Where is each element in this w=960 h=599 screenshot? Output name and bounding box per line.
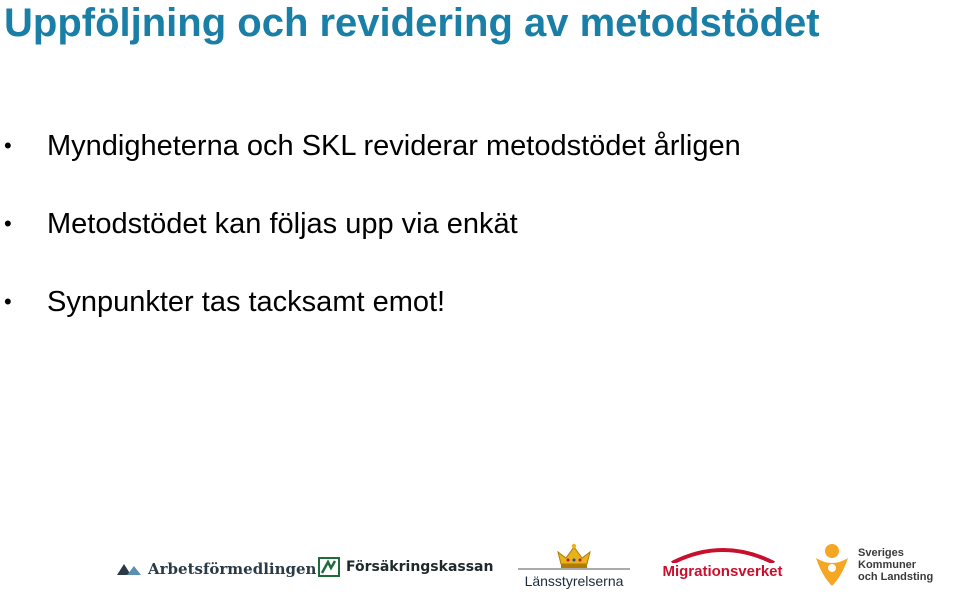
bullet-text: Metodstödet kan följas upp via enkät (47, 208, 518, 240)
forsakringskassan-icon (318, 557, 340, 577)
forsakringskassan-logo (318, 557, 493, 577)
crown-icon (514, 542, 634, 572)
arbetsformedlingen-logo (115, 560, 316, 578)
slide-title: Uppföljning och revidering av metodstödet (4, 1, 820, 45)
lansstyrelserna-name: Länsstyrelserna (524, 573, 624, 589)
skl-name-line: Kommuner (858, 559, 917, 571)
skl-name (858, 547, 933, 583)
migrationsverket-name: Migrationsverket (662, 563, 783, 580)
bullet-dot: • (4, 211, 12, 236)
lansstyrelserna-logo (514, 542, 634, 589)
arbetsformedlingen-name: Arbetsförmedlingen (148, 560, 317, 578)
forsakringskassan-name: Försäkringskassan (346, 559, 494, 575)
skl-logo (812, 542, 933, 588)
migrationsverket-logo (655, 545, 790, 580)
skl-name-line: och Landsting (858, 571, 934, 583)
skl-figure-icon (812, 542, 852, 588)
arc-icon (658, 545, 788, 563)
bullet-text: Myndigheterna och SKL reviderar metodstödet årligen (47, 130, 741, 162)
bullet-dot: • (4, 289, 12, 314)
logo-strip (0, 540, 960, 599)
arbetsformedlingen-icon (115, 561, 143, 577)
bullet-dot: • (4, 133, 12, 158)
skl-name-line: Sveriges (858, 547, 904, 559)
bullet-text: Synpunkter tas tacksamt emot! (47, 286, 446, 318)
